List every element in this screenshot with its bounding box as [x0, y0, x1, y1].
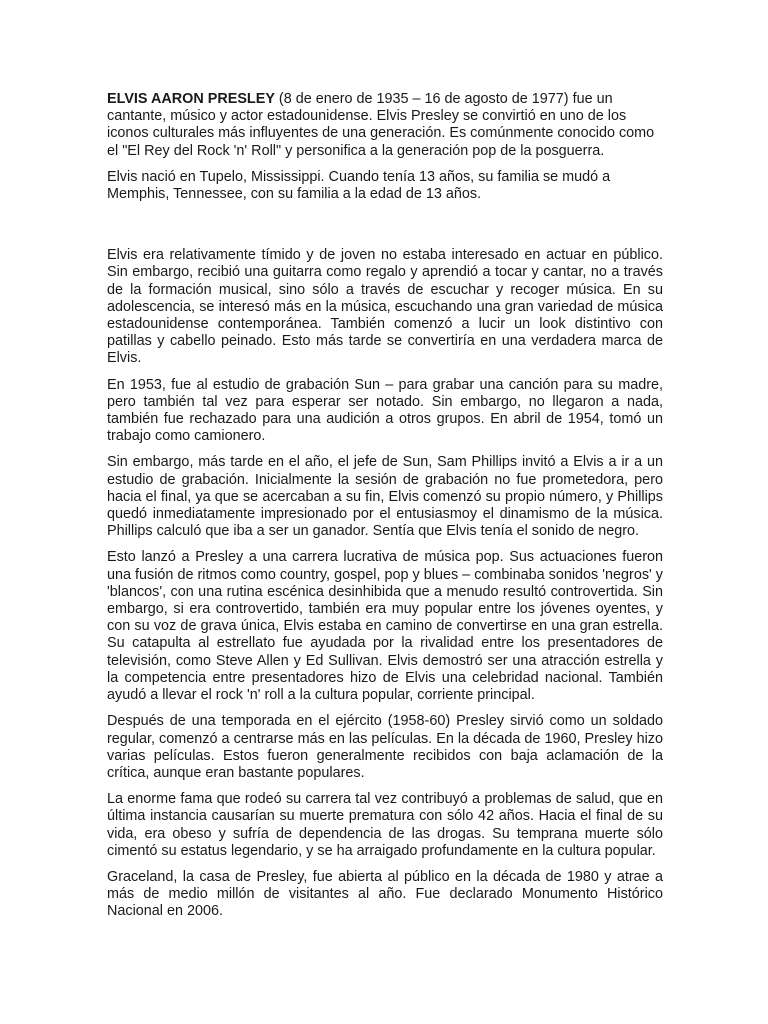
paragraph-youth: Elvis era relativamente tímido y de joven no estaba interesado en actuar en público. Sin embargo, recibió una guitarra como regalo y aprendió a tocar y cantar, no a través de la formación musical, sino sólo a través de escuchar y recoger música. En su adolescencia, se interesó más en la música, escuchando una gran variedad de música estadounidense contemporánea. También comenzó a lucir un look distintivo con patillas y cabello peinado. Esto más tarde se convertiría en una verdadera marca de Elvis. [107, 247, 663, 367]
blank-gap [107, 212, 663, 247]
paragraph-career-launch: Esto lanzó a Presley a una carrera lucrativa de música pop. Sus actuaciones fueron una fusión de ritmos como country, gospel, pop y blues – combinaba sonidos 'negros' y 'blancos', con una rutina escénica desinhibida que a menudo resultó controvertida. Sin embargo, si era controvertido, también era muy popular entre los jóvenes oyentes, y con su voz de grava única, Elvis estaba en camino de convertirse en una gran estrella. Su catapulta al estrellato fue ayudada por la rivalidad entre los presentadores de televisión, como Steve Allen y Ed Sullivan. Elvis demostró ser una atracción estrella y la competencia entre presentadores hizo de Elvis una celebridad nacional. También ayudó a llevar el rock 'n' roll a la cultura popular, corriente principal. [107, 549, 663, 704]
intro-name: ELVIS AARON PRESLEY [107, 91, 275, 107]
paragraph-health-death: La enorme fama que rodeó su carrera tal vez contribuyó a problemas de salud, que en última instancia causarían su muerte prematura con sólo 42 años. Hacia el final de su vida, era obeso y sufría de dependencia de las drogas. Su temprana muerte sólo cimentó su estatus legendario, y se ha arraigado profundamente en la cultura popular. [107, 791, 663, 859]
paragraph-recording-session: Sin embargo, más tarde en el año, el jefe de Sun, Sam Phillips invitó a Elvis a ir a un estudio de grabación. Inicialmente la sesión de grabación no fue prometedora, pero hacia el final, ya que se acercaban a su fin, Elvis comenzó su propio número, y Phillips quedó inmediatamente impresionado por el entusiasmoy el dinamismo de la música. Phillips calculó que iba a ser un ganador. Sentía que Elvis tenía el sonido de negro. [107, 454, 663, 540]
intro-text: (8 de enero de 1935 – 16 de agosto de 1977) fue un cantante, músico y actor estadounidense. Elvis Presley se convirtió en uno de los iconos culturales más influyentes de una generación. Es comúnmente conocido como el "El Rey del Rock 'n' Roll" y personifica a la generación pop de la posguerra. [107, 91, 655, 159]
intro-paragraph [107, 91, 663, 160]
paragraph-graceland: Graceland, la casa de Presley, fue abierta al público en la década de 1980 y atrae a más de medio millón de visitantes al año. Fue declarado Monumento Histórico Nacional en 2006. [107, 868, 663, 920]
paragraph-army-films: Después de una temporada en el ejército (1958-60) Presley sirvió como un soldado regular, comenzó a centrarse más en las películas. En la década de 1960, Presley hizo varias películas. Estos fueron generalmente recibidos con baja aclamación de la crítica, aunque eran bastante populares. [107, 713, 663, 781]
document-body [107, 91, 663, 930]
paragraph-birthplace: Elvis nació en Tupelo, Mississippi. Cuando tenía 13 años, su familia se mudó a Memphis, Tennessee, con su familia a la edad de 13 años. [107, 168, 611, 203]
paragraph-sun-studio: En 1953, fue al estudio de grabación Sun – para grabar una canción para su madre, pero también tal vez para esperar ser notado. Sin embargo, no llegaron a nada, también fue rechazado para una audición a otros grupos. En abril de 1954, tomó un trabajo como camionero. [107, 376, 663, 445]
